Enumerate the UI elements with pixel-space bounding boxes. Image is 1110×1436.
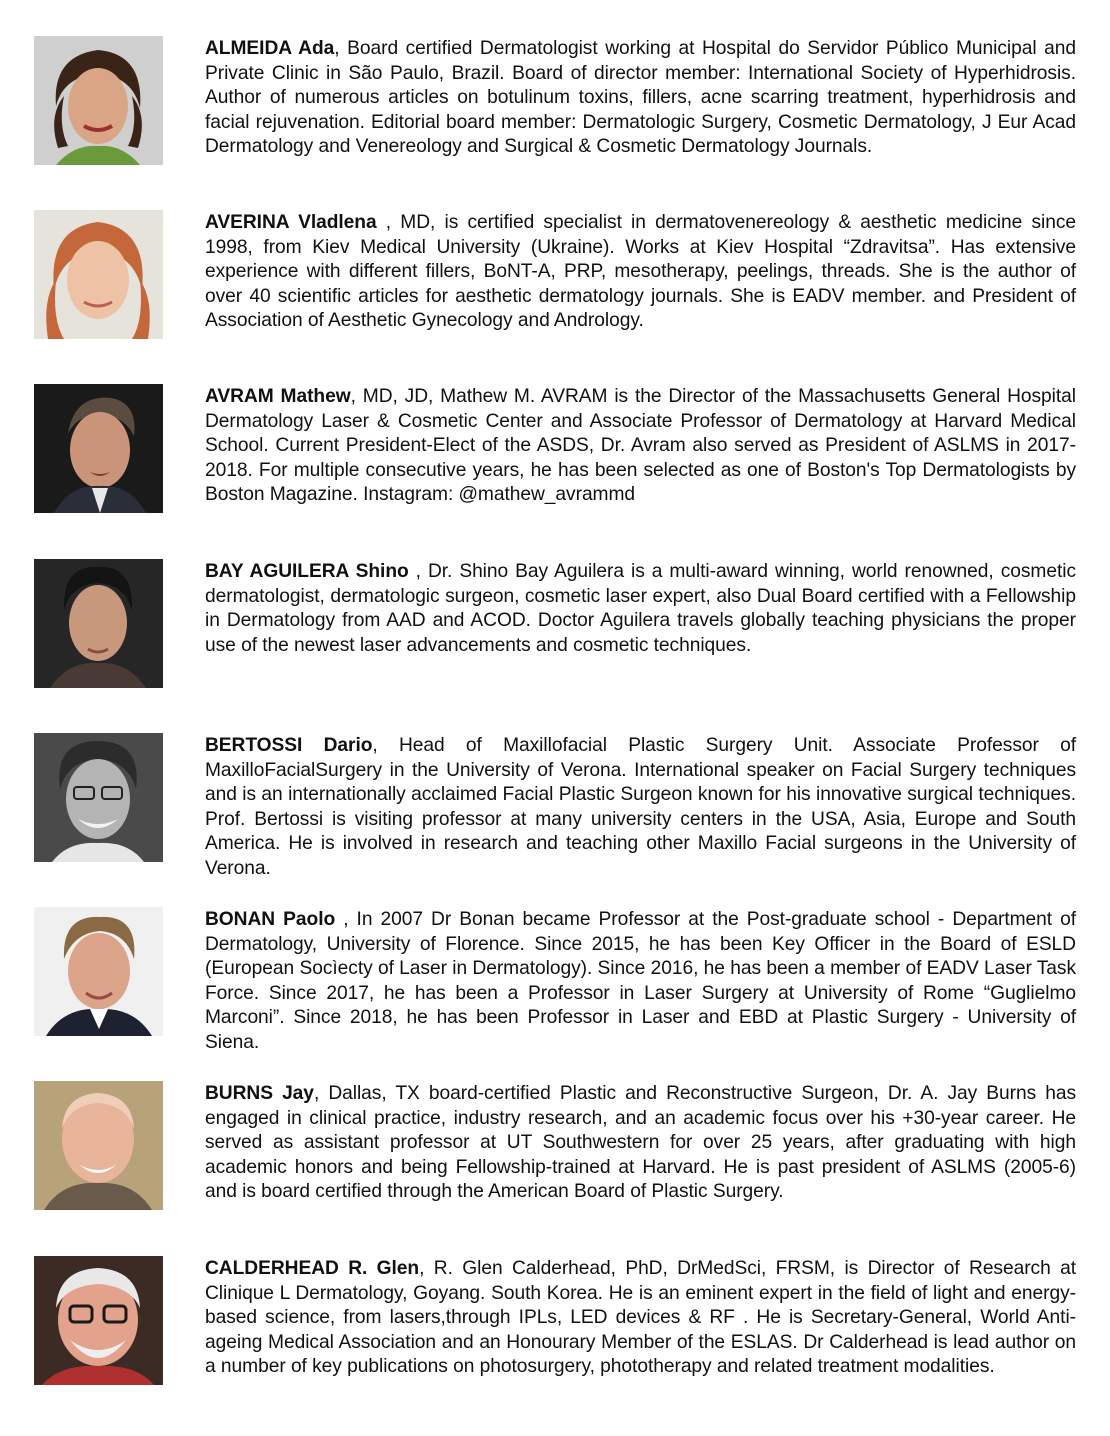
bio-paragraph [205,908,1076,1056]
bio-text: Dr. Shino Bay Aguilera is a multi-award winning, world renowned, cosmetic dermatologist, dermatologic surgeon, cosmetic laser expert, also Dual Board certified with a Fellowship in Dermatology from AAD and ACOD. Doctor Aguilera travels globally teaching physicians the proper use of the newest laser advancements and cosmetic techniques. [205,561,1077,656]
bio-text: R. Glen Calderhead, PhD, DrMedSci, FRSM, is Director of Research at Clinique L Dermatology, Goyang. South Korea. He is an eminent expert in the field of light and energy-based science, from lasers,through IPLs, LED devices & RF . He is Secretary-General, World Anti-ageing Medical Association and an Honourary Member of the ESLAS. Dr Calderhead is lead author on a number of key publications on photosurgery, phototherapy and related treatment modalities. [205,1258,1077,1378]
bio-paragraph [205,734,1076,882]
speaker-photo [34,36,163,165]
bio-text: Dallas, TX board-certified Plastic and Reconstructive Surgeon, Dr. A. Jay Burns has engaged in clinical practice, industry research, and an academic focus over his +30-year career. He served as assistant professor at UT Southwestern for over 25 years, after graduating with high academic honors and being Fellowship-trained at Harvard. He is past president of ASLMS (2005-6) and is board certified through the American Board of Plastic Surgery. [205,1083,1076,1203]
name-separator: , [350,386,363,407]
speaker-name: BONAN Paolo [205,909,336,930]
bio-text: MD, is certified specialist in dermatovenereology & aesthetic medicine since 1998, from Kiev Medical University (Ukraine). Works at Kiev Hospital “Zdravitsa”. Has extensive experience with different fillers, BoNT-A, PRP, mesotherapy, peelings, threads. She is the author of over 40 scientific articles for aesthetic dermatology journals. She is EADV member. and President of Association of Aesthetic Gynecology and Andrology. [205,212,1076,332]
bio-paragraph [205,1257,1076,1380]
speaker-photo [34,1081,163,1210]
bio-paragraph [205,37,1076,160]
bio-paragraph [205,385,1076,508]
bio-text: Board certified Dermatologist working at Hospital do Servidor Público Municipal and Private Clinic in São Paulo, Brazil. Board of director member: International Society of Hyperhidrosis. Author of numerous articles on botulinum toxins, fillers, acne scarring treatment, hyperhidrosis and facial rejuvenation. Editorial board member: Dermatologic Surgery, Cosmetic Dermatology, J Eur Acad Dermatology and Venereology and Surgical & Cosmetic Dermatology Journals. [205,38,1076,158]
speaker-name: ALMEIDA Ada [205,38,335,59]
name-separator: , [408,561,428,582]
speaker-photo [34,907,163,1036]
speaker-name: CALDERHEAD R. Glen [205,1258,420,1279]
name-separator: , [335,909,357,930]
name-separator: , [419,1258,434,1279]
name-separator: , [334,38,348,59]
bio-text: In 2007 Dr Bonan became Professor at the Post-graduate school - Department of Dermatology, University of Florence. Since 2015, he has been Key Officer in the Board of ESLD (European Socìecty of Laser in Dermatology). Since 2016, he has been a member of EADV Laser Task Force. Since 2017, he has been a Professor in Laser Surgery at University of Rome “Guglielmo Marconi”. Since 2018, he has been Professor in Laser and EBD at Plastic Surgery - University of Siena. [205,909,1077,1053]
speaker-photo [34,1256,163,1385]
bio-paragraph [205,211,1076,334]
name-separator: , [313,1083,329,1104]
bio-text: Head of Maxillofacial Plastic Surgery Unit. Associate Professor of MaxilloFacialSurgery in the University of Verona. International speaker on Facial Surgery techniques and is an internationally acclaimed Facial Plastic Surgeon known for his innovative surgical techniques. Prof. Bertossi is visiting professor at many university centers in the USA, Asia, Europe and South America. He is involved in research and teaching other Maxillo Facial surgeons in the University of Verona. [205,735,1077,879]
name-separator: , [376,212,401,233]
speaker-name: BERTOSSI Dario [205,735,373,756]
bio-paragraph [205,560,1076,658]
speaker-name: BURNS Jay [205,1083,314,1104]
speaker-name: AVRAM Mathew [205,386,351,407]
speaker-photo [34,733,163,862]
bio-paragraph [205,1082,1076,1205]
speaker-photo [34,559,163,688]
speaker-photo [34,384,163,513]
bio-text: MD, JD, Mathew M. AVRAM is the Director of the Massachusetts General Hospital Dermatology Laser & Cosmetic Center and Associate Professor of Dermatology at Harvard Medical School. Current President-Elect of the ASDS, Dr. Avram also served as President of ASLMS in 2017-2018. For multiple consecutive years, he has been selected as one of Boston's Top Dermatologists by Boston Magazine. Instagram: @mathew_avrammd [205,386,1077,506]
speaker-name: AVERINA Vladlena [205,212,377,233]
speaker-name: BAY AGUILERA Shino [205,561,409,582]
name-separator: , [372,735,399,756]
speaker-photo [34,210,163,339]
